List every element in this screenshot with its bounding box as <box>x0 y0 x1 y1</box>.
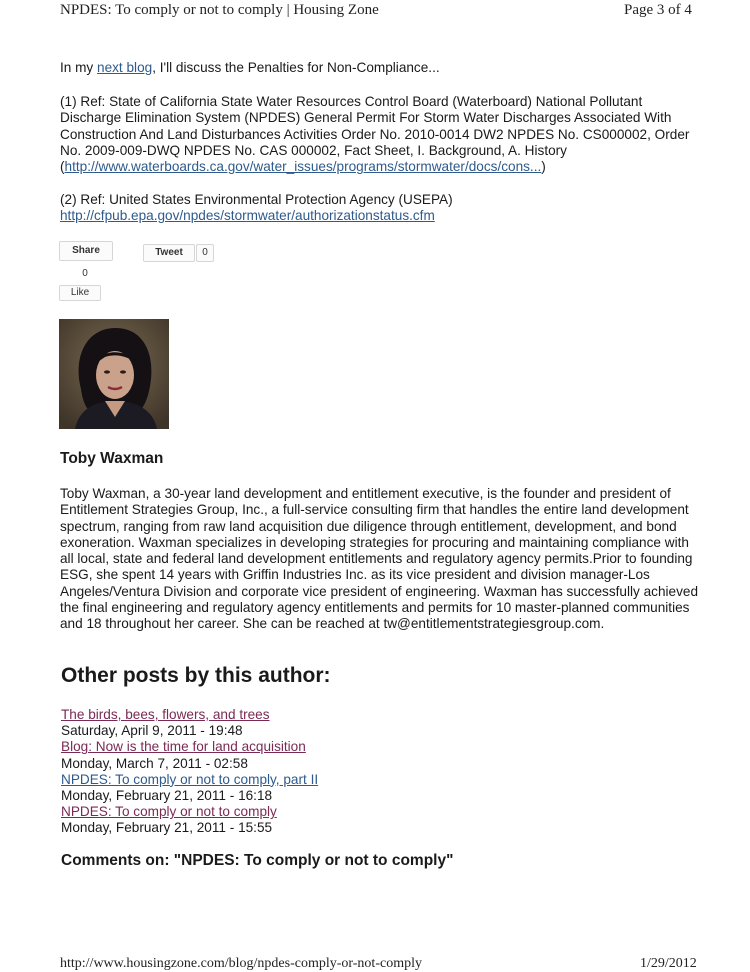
reference-1 <box>60 94 700 175</box>
reference-1-link[interactable]: http://www.waterboards.ca.gov/water_issues/programs/stormwater/docs/cons... <box>64 159 542 175</box>
share-count: 0 <box>82 268 88 279</box>
comments-heading: Comments on: "NPDES: To comply or not to comply" <box>61 852 454 869</box>
author-bio: Toby Waxman, a 30-year land development and entitlement executive, is the founder and president of Entitlement Strategies Group, Inc., a full-service consulting firm that handles the entire land development spectrum, ranging from raw land acquisition due diligence through entitlement, development, and bond exoneration. Waxman specializes in developing strategies for procuring and maintaining compliance with all local, state and federal land development entitlements and regulatory agency permits.Prior to founding ESG, she spent 14 years with Griffin Industries Inc. as its vice president and division manager-Los Angeles/Ventura Division and corporate vice president of engineering. Waxman has successfully achieved the final engineering and regulatory agency entitlements and permits for 10 master-planned communities and 18 throughout her career. She can be reached at tw@entitlementstrategiesgroup.com. <box>60 486 699 632</box>
reference-2-text: (2) Ref: United States Environmental Protection Agency (USEPA) <box>60 192 453 207</box>
other-post-link[interactable]: NPDES: To comply or not to comply <box>61 804 277 820</box>
tweet-count: 0 <box>196 244 214 262</box>
other-post-link[interactable]: Blog: Now is the time for land acquisition <box>61 739 306 755</box>
other-post-date: Saturday, April 9, 2011 - 19:48 <box>61 723 243 739</box>
reference-2-link[interactable]: http://cfpub.epa.gov/npdes/stormwater/authorizationstatus.cfm <box>60 208 435 224</box>
reference-1-text: (1) Ref: State of California State Water Resources Control Board (Waterboard) National Pollutant Discharge Elimination System (NPDES) General Permit For Storm Water Discharges Associated With Construction And Land Disturbances Activities Order No. 2010-0014 DW2 NPDES No. CS000002, Order No. 2009-009-DWQ NPDES No. CAS 000002, Fact Sheet, I. Background, A. History ( <box>60 94 690 175</box>
author-portrait-image <box>59 319 169 429</box>
print-header-title: NPDES: To comply or not to comply | Housing Zone <box>60 2 379 18</box>
next-blog-link[interactable]: next blog <box>97 60 153 75</box>
print-header-page-number: Page 3 of 4 <box>624 2 692 18</box>
next-blog-text-after: , I'll discuss the Penalties for Non-Compliance... <box>152 60 440 75</box>
other-post-link[interactable]: The birds, bees, flowers, and trees <box>61 707 270 722</box>
other-posts-list <box>61 707 318 837</box>
author-name: Toby Waxman <box>60 450 164 467</box>
other-posts-heading: Other posts by this author: <box>61 664 331 687</box>
share-button[interactable]: Share <box>59 241 113 261</box>
print-footer-date: 1/29/2012 <box>640 956 697 971</box>
next-blog-paragraph <box>60 60 700 76</box>
other-post-date: Monday, February 21, 2011 - 16:18 <box>61 788 273 804</box>
tweet-button[interactable]: Tweet <box>143 244 195 262</box>
reference-2 <box>60 192 700 225</box>
print-footer-url: http://www.housingzone.com/blog/npdes-comply-or-not-comply <box>60 956 422 971</box>
next-blog-text-before: In my <box>60 60 98 75</box>
other-post-link[interactable]: NPDES: To comply or not to comply, part II <box>61 771 319 787</box>
other-post-date: Monday, March 7, 2011 - 02:58 <box>61 755 248 771</box>
like-button[interactable]: Like <box>59 285 101 301</box>
other-post-date: Monday, February 21, 2011 - 15:55 <box>61 820 273 836</box>
author-photo <box>59 319 169 429</box>
reference-1-close: ) <box>541 159 546 175</box>
